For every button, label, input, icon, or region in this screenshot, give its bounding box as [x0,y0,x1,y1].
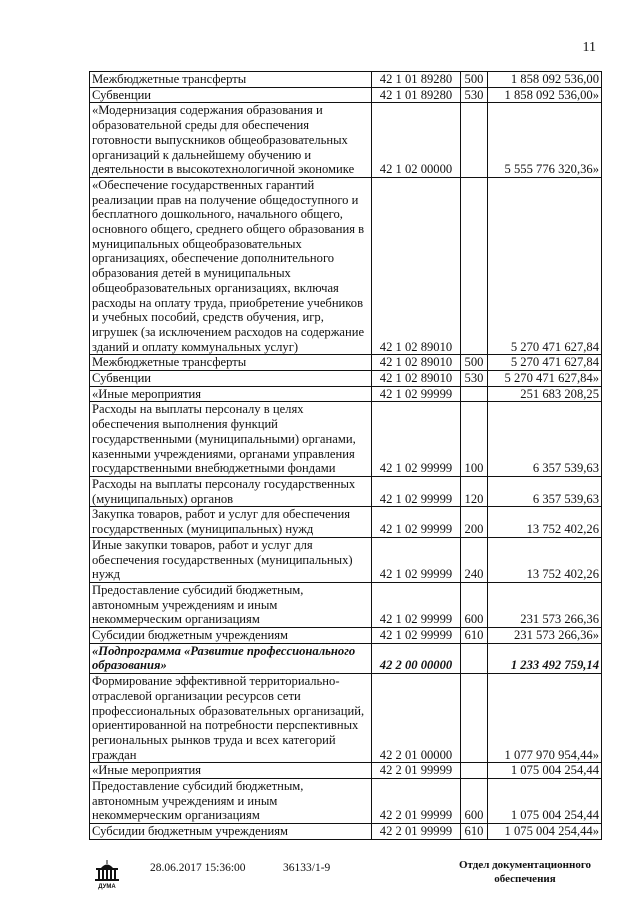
department-stamp [450,858,600,886]
row-sum-cell: 1 858 092 536,00 [488,72,602,88]
row-code-cell: 42 1 02 99999 [372,386,461,402]
row-vr-cell: 500 [461,355,488,371]
row-name-cell: «Подпрограмма «Развитие профессионального образования» [90,643,372,673]
page-number: 11 [582,40,596,55]
table-row [90,476,602,506]
row-sum-cell: 1 075 004 254,44 [488,779,602,824]
row-vr-cell: 120 [461,476,488,506]
row-sum-cell: 5 270 471 627,84» [488,371,602,387]
row-name-cell: Предоставление субсидий бюджетным, автономным учреждениям и иным некоммерческим организациям [90,582,372,627]
row-code-cell: 42 1 02 99999 [372,507,461,537]
budget-table [89,71,602,840]
table-row [90,763,602,779]
row-name-cell: «Обеспечение государственных гарантий реализации прав на получение общедоступного и бесплатного дошкольного, начального общего, основного общего, среднего общего образования в муниципальных общеобразовательных организациях, обеспечение дополнительного образования детей в муниципальных общеобразовательных организациях, включая расходы на оплату труда, приобретение учебников и учебных пособий, средств обучения, игр, игрушек (за исключением расходов на содержание зданий и оплату коммунальных услуг) [90,177,372,354]
row-sum-cell: 5 270 471 627,84 [488,355,602,371]
table-row [90,824,602,840]
row-vr-cell [461,103,488,178]
row-vr-cell: 100 [461,402,488,477]
row-vr-cell: 610 [461,824,488,840]
row-name-cell: Субвенции [90,87,372,103]
row-vr-cell: 200 [461,507,488,537]
row-code-cell: 42 1 01 89280 [372,87,461,103]
row-name-cell: Закупка товаров, работ и услуг для обеспечения государственных (муниципальных) нужд [90,507,372,537]
table-row [90,674,602,763]
logo-text: ДУМА [98,884,116,890]
row-name-cell: Субвенции [90,371,372,387]
row-code-cell: 42 2 01 99999 [372,763,461,779]
row-name-cell: Расходы на выплаты персоналу в целях обеспечения выполнения функций государственными (муниципальными) органами, казенными учреждениями, органами управления государственными внебюджетными фондами [90,402,372,477]
row-vr-cell [461,763,488,779]
row-sum-cell: 231 573 266,36» [488,628,602,644]
row-code-cell: 42 2 01 99999 [372,824,461,840]
row-code-cell: 42 1 02 89010 [372,177,461,354]
row-name-cell: Субсидии бюджетным учреждениям [90,628,372,644]
row-code-cell: 42 2 01 99999 [372,779,461,824]
footer-datetime: 28.06.2017 15:36:00 [150,862,246,874]
row-sum-cell: 13 752 402,26 [488,537,602,582]
row-name-cell: Предоставление субсидий бюджетным, автономным учреждениям и иным некоммерческим организациям [90,779,372,824]
row-vr-cell: 610 [461,628,488,644]
budget-table-body [90,72,602,840]
row-code-cell: 42 1 02 89010 [372,371,461,387]
row-sum-cell: 5 270 471 627,84 [488,177,602,354]
row-code-cell: 42 1 02 99999 [372,476,461,506]
table-row [90,402,602,477]
stamp-line-1: Отдел документационного [458,859,592,871]
table-row [90,371,602,387]
row-sum-cell: 1 075 004 254,44» [488,824,602,840]
row-name-cell: «Иные мероприятия [90,763,372,779]
table-row [90,72,602,88]
table-row [90,87,602,103]
row-vr-cell [461,386,488,402]
footer-doc-code: 36133/1-9 [283,862,331,874]
table-row [90,177,602,354]
table-row [90,582,602,627]
row-vr-cell [461,674,488,763]
table-row [90,628,602,644]
row-name-cell: Формирование эффективной территориально-отраслевой организации ресурсов сети профессиональных образовательных организаций, ориентированной на потребности перспективных региональных рынков труда и всех категорий граждан [90,674,372,763]
row-name-cell: Иные закупки товаров, работ и услуг для обеспечения государственных (муниципальных) нужд [90,537,372,582]
row-sum-cell: 1 077 970 954,44» [488,674,602,763]
row-sum-cell: 1 233 492 759,14 [488,643,602,673]
row-sum-cell: 6 357 539,63 [488,402,602,477]
row-vr-cell [461,643,488,673]
row-vr-cell [461,177,488,354]
footer [0,858,640,898]
row-name-cell: Межбюджетные трансферты [90,72,372,88]
row-name-cell: «Иные мероприятия [90,386,372,402]
row-name-cell: «Модернизация содержания образования и образовательной среды для обеспечения готовности выпускников общеобразовательных организаций к дальнейшему обучению и деятельности в высокотехнологичной экономике [90,103,372,178]
row-sum-cell: 231 573 266,36 [488,582,602,627]
row-sum-cell: 5 555 776 320,36» [488,103,602,178]
table-row [90,355,602,371]
row-name-cell: Межбюджетные трансферты [90,355,372,371]
table-row [90,507,602,537]
row-sum-cell: 13 752 402,26 [488,507,602,537]
row-sum-cell: 1 858 092 536,00» [488,87,602,103]
row-code-cell: 42 1 02 99999 [372,628,461,644]
row-code-cell: 42 2 01 00000 [372,674,461,763]
row-vr-cell: 600 [461,779,488,824]
table-row [90,537,602,582]
row-vr-cell: 600 [461,582,488,627]
row-code-cell: 42 1 02 99999 [372,537,461,582]
row-sum-cell: 1 075 004 254,44 [488,763,602,779]
row-vr-cell: 530 [461,87,488,103]
row-sum-cell: 6 357 539,63 [488,476,602,506]
row-vr-cell: 530 [461,371,488,387]
row-code-cell: 42 1 01 89280 [372,72,461,88]
table-row [90,103,602,178]
duma-building-icon [92,858,122,890]
row-vr-cell: 240 [461,537,488,582]
table-row [90,386,602,402]
table-row [90,643,602,673]
row-code-cell: 42 1 02 99999 [372,582,461,627]
row-name-cell: Расходы на выплаты персоналу государственных (муниципальных) органов [90,476,372,506]
stamp-line-2: обеспечения [494,873,556,885]
row-code-cell: 42 2 00 00000 [372,643,461,673]
table-row [90,779,602,824]
row-code-cell: 42 1 02 89010 [372,355,461,371]
row-name-cell: Субсидии бюджетным учреждениям [90,824,372,840]
row-sum-cell: 251 683 208,25 [488,386,602,402]
row-vr-cell: 500 [461,72,488,88]
row-code-cell: 42 1 02 99999 [372,402,461,477]
row-code-cell: 42 1 02 00000 [372,103,461,178]
